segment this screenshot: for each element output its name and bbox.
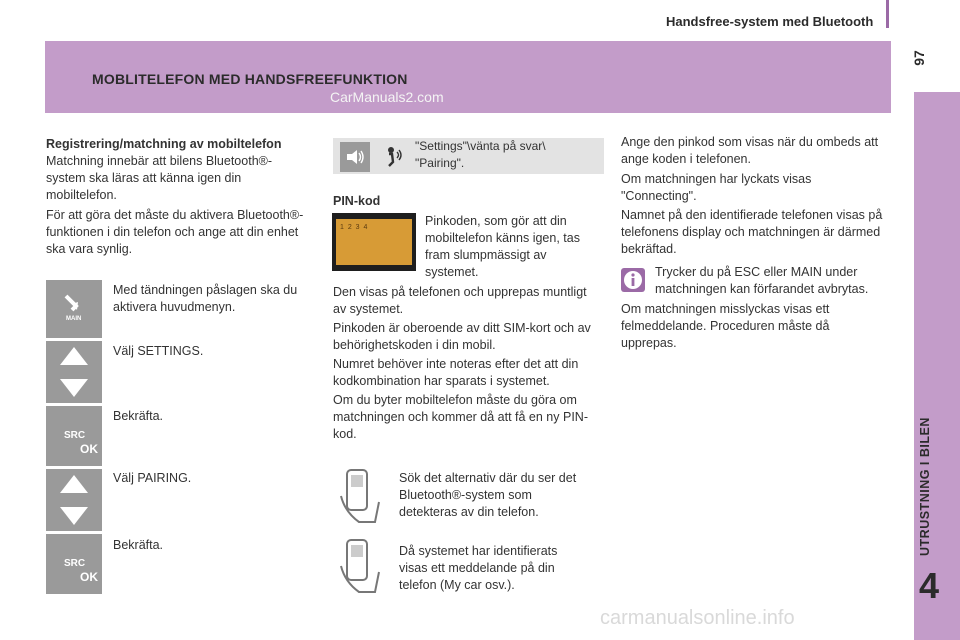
step-text: Välj SETTINGS. (113, 344, 204, 358)
pin-paragraph: Numret behöver inte noteras efter det att din kodkombination har sparats i systemet. (333, 357, 579, 388)
step-text: Bekräfta. (113, 538, 164, 552)
src-label: SRC (64, 430, 86, 441)
right-paragraph: Namnet på den identifierade telefonen visas på telefonens display och matchningen är därmed bekräftad. (621, 208, 883, 256)
visibility-paragraph: För att göra det måste du aktivera Bluetooth®-funktionen i din telefon och ange att din enhet ska vara synlig. (46, 208, 304, 256)
intro-paragraph: Matchning innebär att bilens Bluetooth®-system ska läras att känna igen din mobiltelefon. (46, 154, 273, 202)
phone-hand-icon (335, 536, 385, 596)
ok-label: OK (80, 442, 98, 456)
pin-paragraph: Den visas på telefonen och upprepas muntligt av systemet. (333, 285, 587, 316)
speaker-icon (340, 142, 370, 172)
pin-paragraph: Om du byter mobiltelefon måste du göra om matchningen och kommer då att få en ny PIN-kod. (333, 393, 588, 441)
section-title: Handsfree-system med Bluetooth (666, 14, 874, 29)
step-text: Med tändningen påslagen ska du aktivera huvudmenyn. (113, 283, 298, 314)
footer-watermark: carmanualsonline.info (600, 607, 795, 629)
pin-display-image (332, 213, 416, 271)
chapter-sidebar (914, 92, 960, 640)
pin-paragraph: Pinkoden är oberoende av ditt SIM-kort och av behörighetskoden i din mobil. (333, 321, 591, 352)
main-button-icon (46, 280, 102, 338)
up-down-arrows-icon (46, 341, 102, 403)
pin-heading: PIN-kod (333, 194, 381, 208)
right-paragraph: Ange den pinkod som visas när du ombeds att ange koden i telefonen. (621, 135, 879, 166)
step-text: Välj PAIRING. (113, 471, 192, 485)
right-paragraph: Om matchningen misslyckas visas ett felmeddelande. Proceduren måste då upprepas. (621, 302, 830, 350)
header-divider (886, 0, 889, 28)
pin-text: Pinkoden, som gör att din mobiltelefon känns igen, tas fram slumpmässigt av systemet. (425, 214, 580, 279)
page-number: 97 (910, 50, 927, 66)
src-label: SRC (64, 558, 86, 569)
pin-code: 1 2 3 4 (340, 224, 369, 231)
info-text: Trycker du på ESC eller MAIN under matchningen kan förfarandet avbrytas. (655, 265, 869, 296)
ok-label: OK (80, 570, 98, 584)
info-icon (621, 268, 645, 292)
src-ok-button-icon (46, 406, 102, 466)
phone-step-text: Sök det alternativ där du ser det Bluetooth®-system som detekteras av din telefon. (399, 471, 577, 519)
display-text: "Settings"\vänta på svar\ "Pairing". (415, 139, 546, 170)
voice-icon (380, 142, 408, 172)
watermark: CarManuals2.com (330, 89, 444, 105)
up-down-arrows-icon (46, 469, 102, 531)
right-paragraph: Om matchningen har lyckats visas "Connecting". (621, 172, 812, 203)
phone-hand-icon (335, 466, 385, 526)
pin-screen (336, 219, 412, 265)
src-ok-button-icon (46, 534, 102, 594)
step-text: Bekräfta. (113, 409, 164, 423)
main-button-label: MAIN (66, 316, 82, 322)
banner-title: MOBLITELEFON MED HANDSFREEFUNKTION (92, 71, 408, 87)
chapter-number: 4 (919, 565, 940, 606)
phone-step-text: Då systemet har identifierats visas ett meddelande på din telefon (My car osv.). (399, 544, 558, 592)
section-heading: Registrering/matchning av mobiltelefon (46, 137, 282, 151)
